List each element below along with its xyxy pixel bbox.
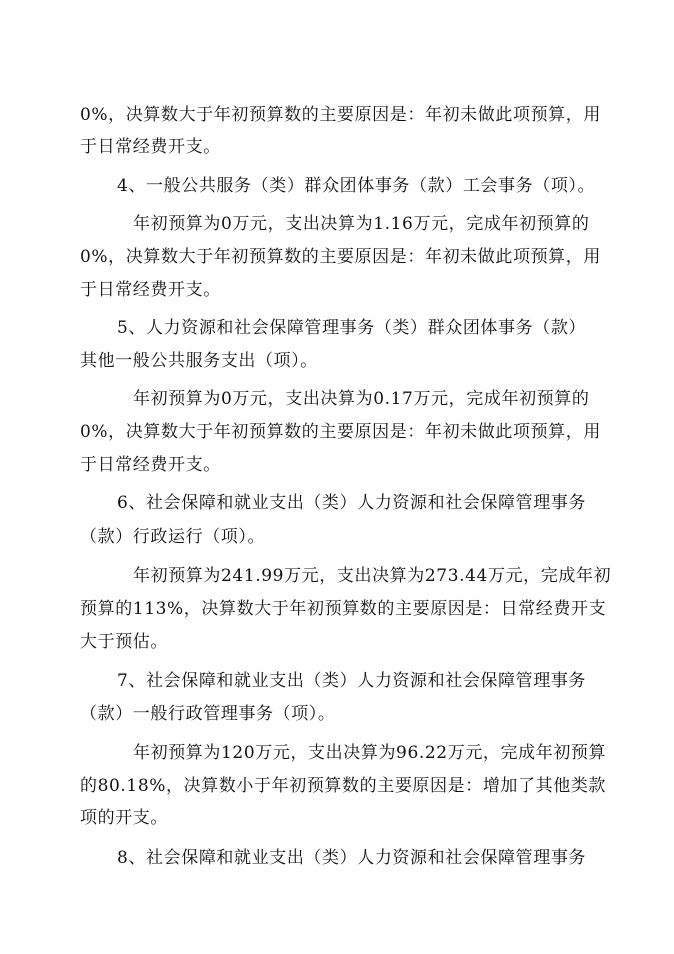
body-text-line: 0%，决算数大于年初预算数的主要原因是：年初未做此项预算，用	[80, 422, 601, 442]
body-text-line: 于日常经费开支。	[80, 455, 221, 475]
section-heading-continued: （款）行政运行（项）。	[80, 527, 266, 547]
body-text-line: 项的开支。	[80, 808, 168, 828]
section-heading-continued: （款）一般行政管理事务（项）。	[80, 704, 336, 724]
body-text-line: 年初预算为0万元，支出决算为0.17万元，完成年初预算的	[133, 389, 590, 409]
body-text-line: 年初预算为120万元，支出决算为96.22万元，完成年初预算	[133, 743, 607, 763]
body-text-line: 于日常经费开支。	[80, 280, 221, 300]
section-heading: 7、社会保障和就业支出（类）人力资源和社会保障管理事务	[117, 671, 587, 691]
body-text-line: 年初预算为0万元，支出决算为1.16万元，完成年初预算的	[133, 214, 590, 234]
body-text-line: 0%，决算数大于年初预算数的主要原因是：年初未做此项预算，用	[80, 247, 601, 267]
body-text-line: 的80.18%，决算数小于年初预算数的主要原因是：增加了其他类款	[80, 776, 607, 796]
body-text-line: 预算的113%，决算数大于年初预算数的主要原因是：日常经费开支	[80, 599, 607, 619]
body-text-line: 年初预算为241.99万元，支出决算为273.44万元，完成年初	[133, 566, 612, 586]
section-heading: 8、社会保障和就业支出（类）人力资源和社会保障管理事务	[117, 848, 587, 868]
section-heading: 6、社会保障和就业支出（类）人力资源和社会保障管理事务	[117, 493, 587, 513]
section-heading-continued: 其他一般公共服务支出（项）。	[80, 351, 318, 371]
body-text-line: 0%，决算数大于年初预算数的主要原因是：年初未做此项预算，用	[80, 105, 601, 125]
section-heading: 4、一般公共服务（类）群众团体事务（款）工会事务（项）。	[117, 176, 596, 196]
body-text-line: 于日常经费开支。	[80, 137, 221, 157]
section-heading: 5、人力资源和社会保障管理事务（类）群众团体事务（款）	[117, 318, 587, 338]
body-text-line: 大于预估。	[80, 632, 168, 652]
